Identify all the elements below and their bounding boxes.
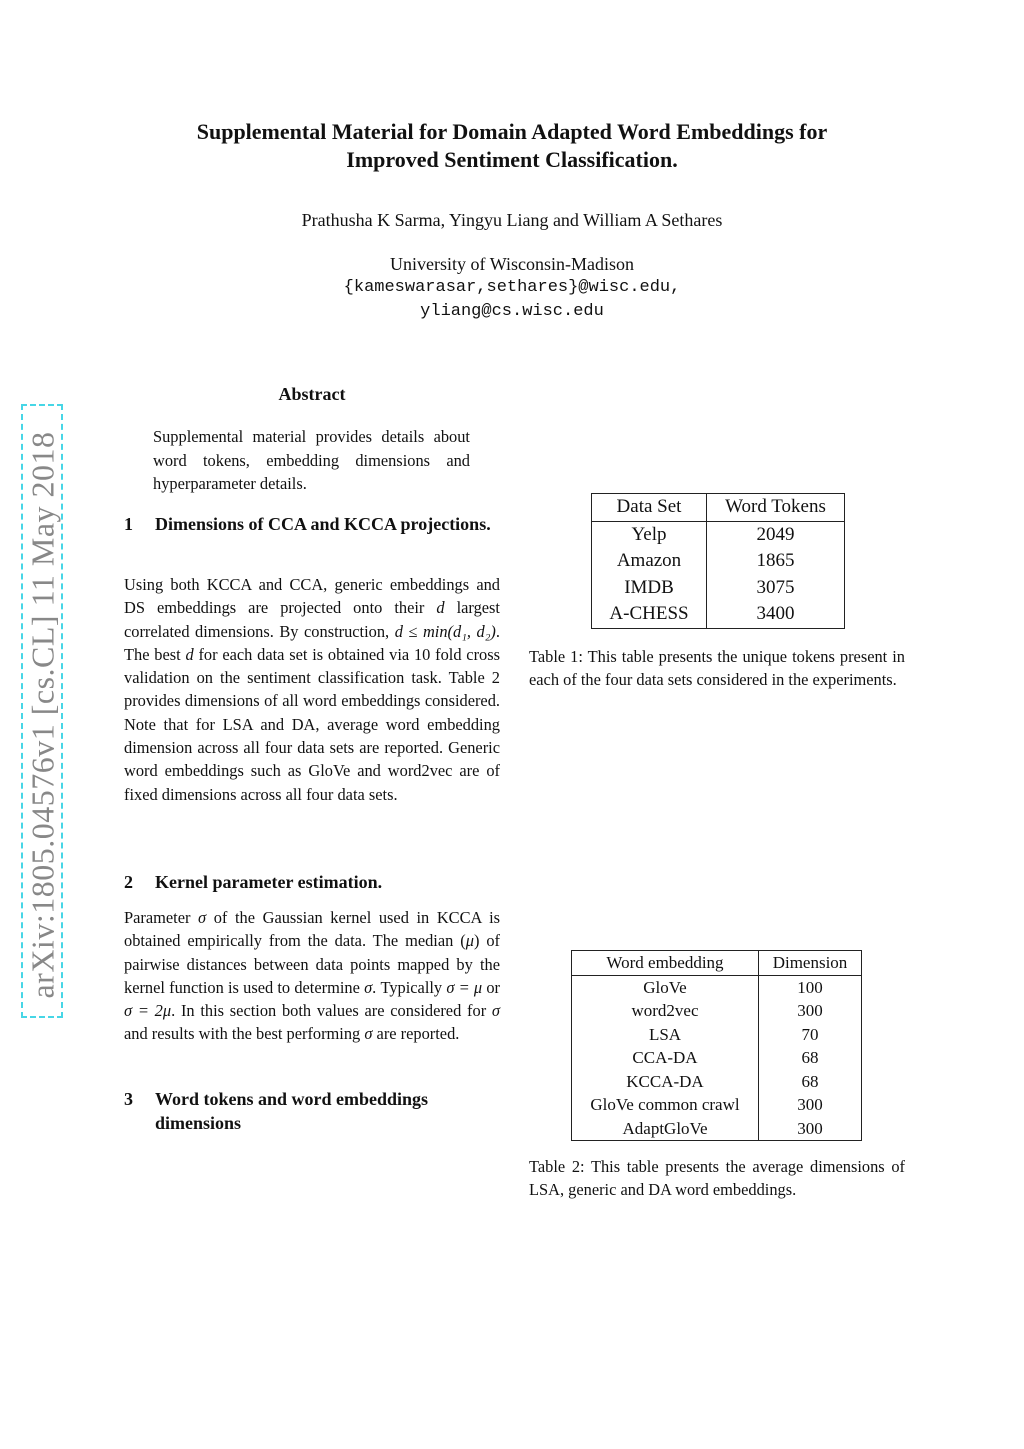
text-run: largest correlated dimensions. By construction, (124, 598, 500, 641)
table-header-row (592, 494, 845, 522)
table-row (592, 521, 845, 548)
math-equation: σ = 2μ (124, 1001, 172, 1021)
text-run: ) of pairwise distances between data points mapped by the kernel function is used to determine (124, 931, 500, 997)
table-cell: IMDB (592, 575, 707, 602)
affiliation: University of Wisconsin-Madison (390, 254, 634, 274)
table-cell: 3075 (756, 576, 795, 598)
column-header: Data Set (592, 494, 707, 522)
math-inequality: d ≤ min(d₁, d₂) (394, 621, 496, 641)
section-title: Word tokens and word embeddings dimensions (155, 1089, 429, 1133)
text-run: Parameter (124, 908, 199, 927)
table-cell: 70 (801, 1024, 819, 1044)
text-run: of the Gaussian kernel used in KCCA is obtained empirically from the data. The median ( (124, 908, 500, 951)
title-line-1: Supplemental Material for Domain Adapted Word Embeddings for (196, 119, 828, 144)
text-run: for each data set is obtained via 10 fold cross validation on the sentiment classification task. Table 2 provides dimensions of all word embeddings considered. Note that for LSA and DA, average word embedding dimension across all four data sets are reported. Generic word embeddings such as GloVe and word2vec are of fixed dimensions across all four data sets. (124, 644, 500, 804)
table-cell: A-CHESS (592, 601, 707, 628)
affiliation-block (0, 252, 1024, 324)
table-2-caption: Table 2: This table presents the average dimensions of LSA, generic and DA word embeddings. (529, 1157, 905, 1200)
section-number: 3 (124, 1089, 133, 1109)
section-title: Dimensions of CCA and KCCA projections. (155, 514, 491, 534)
title-line-2: Improved Sentiment Classification. (346, 147, 678, 172)
table-1 (591, 493, 845, 629)
math-var: d (185, 644, 194, 664)
text-run: . In this section both values are considered for (171, 1001, 492, 1021)
table-cell: LSA (572, 1023, 759, 1047)
text-run: and results with the best performing (124, 1024, 365, 1044)
text-run: or (482, 977, 500, 997)
table-cell: GloVe (572, 975, 759, 999)
text-run: . The best (124, 621, 500, 664)
section-number: 2 (124, 872, 133, 892)
section-1-heading (124, 512, 500, 536)
table-row (572, 1046, 862, 1070)
math-var: σ (364, 1024, 373, 1044)
email-line-2: yliang@cs.wisc.edu (420, 302, 604, 321)
table-cell: 68 (801, 1071, 819, 1091)
table-cell: 68 (801, 1048, 819, 1067)
section-2-paragraph (124, 906, 500, 1046)
table-cell: 2049 (756, 523, 795, 545)
table-cell: 300 (797, 1118, 823, 1138)
table-row (572, 1070, 862, 1094)
abstract-heading: Abstract (278, 384, 346, 404)
section-1-paragraph (124, 573, 500, 806)
table-cell: Yelp (592, 521, 707, 548)
table-row (572, 999, 862, 1023)
table-cell: 100 (797, 977, 823, 997)
table-row (572, 1093, 862, 1117)
author-list: Prathusha K Sarma, Yingyu Liang and William A Sethares (301, 210, 723, 230)
math-var: μ (465, 931, 474, 951)
section-number: 1 (124, 514, 133, 534)
table-cell: CCA-DA (572, 1046, 759, 1070)
table-row (572, 1023, 862, 1047)
math-var: σ (364, 977, 373, 997)
table-cell: word2vec (572, 999, 759, 1023)
table-row (592, 601, 845, 628)
table-row (572, 975, 862, 999)
text-run: . Typically (372, 977, 447, 997)
column-header: Word Tokens (707, 494, 845, 522)
arxiv-identifier: arXiv:1805.04576v1 [cs.CL] 11 May 2018 (24, 431, 61, 999)
table-cell: Amazon (592, 548, 707, 575)
email-line-1: {kameswarasar,sethares}@wisc.edu, (343, 278, 681, 297)
table-cell: GloVe common crawl (572, 1093, 759, 1117)
paper-title (0, 118, 1024, 174)
section-3-heading (124, 1087, 500, 1135)
table-cell: AdaptGloVe (572, 1117, 759, 1141)
table-1-caption: Table 1: This table presents the unique tokens present in each of the four data sets considered in the experiments. (529, 647, 905, 690)
section-2-heading (124, 870, 500, 894)
section-title: Kernel parameter estimation. (155, 872, 383, 892)
column-header: Word embedding (572, 951, 759, 976)
table-row (592, 548, 845, 575)
table-2 (571, 950, 862, 1141)
math-var: σ (491, 1001, 500, 1021)
table-row (592, 575, 845, 602)
table-header-row (572, 951, 862, 976)
column-header: Dimension (759, 951, 862, 976)
table-cell: KCCA-DA (572, 1070, 759, 1094)
table-cell: 300 (797, 1001, 823, 1020)
math-var: σ (198, 908, 207, 927)
table-cell: 3400 (756, 603, 795, 624)
text-run: Using both KCCA and CCA, generic embeddings and DS embeddings are projected onto their (124, 575, 500, 618)
table-cell: 300 (797, 1095, 823, 1114)
math-equation: σ = μ (446, 977, 483, 997)
text-run: are reported. (372, 1024, 460, 1044)
table-cell: 1865 (756, 550, 795, 571)
math-var: d (436, 598, 445, 618)
table-row (572, 1117, 862, 1141)
abstract-text: Supplemental material provides details about word tokens, embedding dimensions and hyperparameter details. (153, 427, 470, 493)
